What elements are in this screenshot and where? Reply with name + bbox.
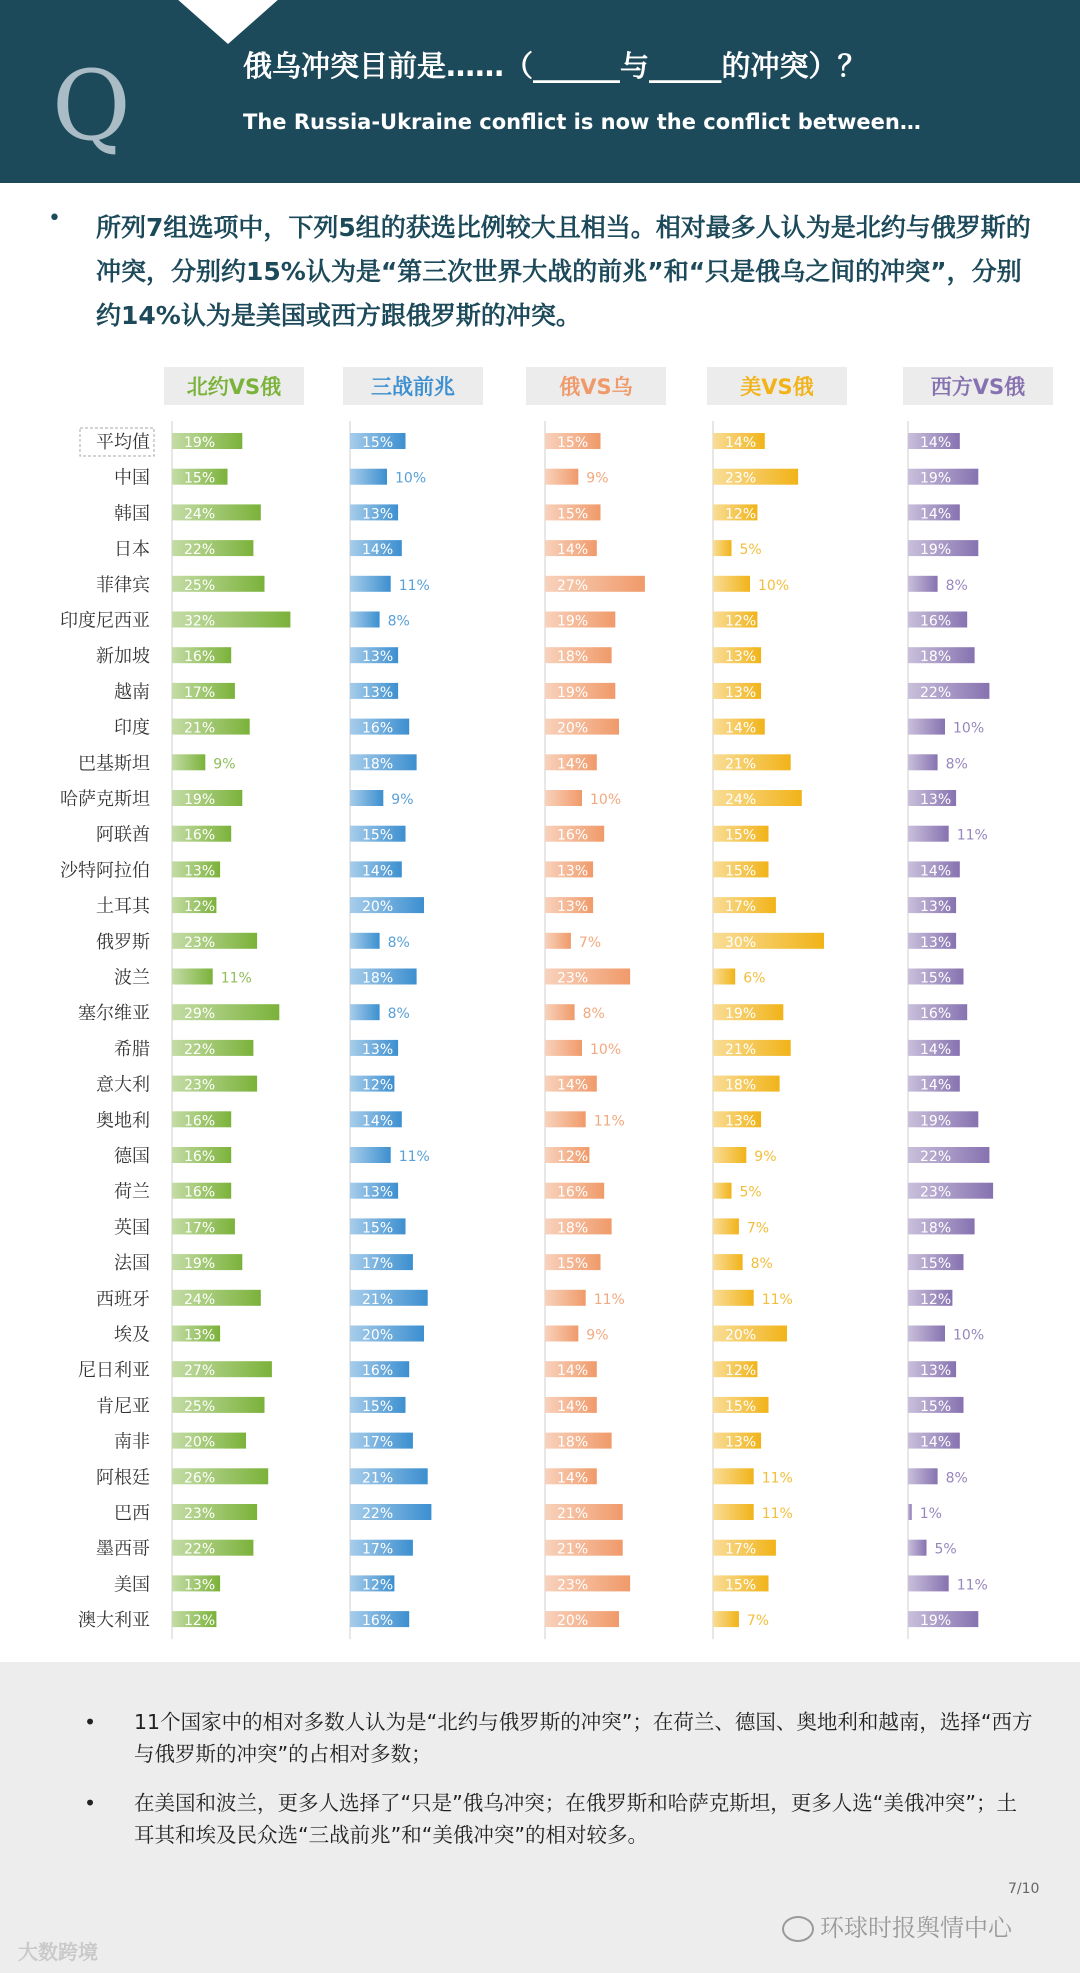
data-label: 21% [725, 1041, 757, 1058]
header-notch [176, 0, 280, 44]
data-label: 14% [557, 1470, 589, 1487]
data-label: 23% [557, 970, 589, 987]
data-label: 21% [557, 1541, 589, 1558]
question-title: 俄乌冲突目前是……（______与_____的冲突）？ [243, 49, 867, 83]
data-label: 12% [184, 1613, 216, 1630]
data-label: 19% [920, 1613, 952, 1630]
data-label: 16% [184, 1113, 216, 1130]
bar-chart [0, 355, 1080, 1655]
bar [545, 1326, 578, 1342]
data-label: 13% [920, 899, 952, 916]
data-label: 14% [725, 435, 757, 451]
data-label: 19% [920, 542, 952, 559]
data-label: 24% [184, 506, 216, 523]
data-label: 14% [557, 542, 589, 559]
data-label: 13% [725, 1434, 757, 1451]
data-label: 18% [557, 1434, 589, 1451]
bar [908, 1468, 938, 1484]
data-label: 20% [557, 720, 589, 737]
data-label: 12% [557, 1149, 589, 1165]
country-label: 希腊 [114, 1038, 150, 1060]
data-label: 16% [362, 1613, 394, 1630]
bar [713, 1468, 754, 1484]
data-label: 15% [557, 435, 589, 451]
data-label: 19% [557, 613, 589, 630]
bar [713, 1504, 754, 1520]
bar [713, 1218, 739, 1234]
data-label: 6% [743, 970, 766, 987]
bar [172, 754, 205, 770]
data-label: 9% [391, 792, 414, 808]
data-label: 19% [920, 470, 952, 487]
data-label: 24% [184, 1291, 216, 1308]
country-label: 肯尼亚 [96, 1395, 150, 1417]
country-label: 南非 [114, 1431, 150, 1453]
data-label: 17% [725, 899, 757, 916]
data-label: 19% [557, 684, 589, 701]
data-label: 15% [725, 827, 757, 844]
data-label: 21% [184, 720, 216, 737]
data-label: 22% [184, 1541, 216, 1558]
data-label: 15% [920, 970, 952, 987]
bar [908, 1540, 927, 1556]
watermark-right-text: 环球时报舆情中心 [820, 1914, 1012, 1942]
country-label: 英国 [114, 1217, 150, 1239]
note-1-text: 11个国家中的相对多数人认为是“北约与俄罗斯的冲突”；在荷兰、德国、奥地利和越南，选择“西方与俄罗斯的冲突”的占相对多数； [134, 1710, 1033, 1766]
data-label: 1% [919, 1506, 942, 1522]
data-label: 8% [945, 577, 968, 594]
data-label: 16% [362, 1363, 394, 1380]
bar [713, 969, 735, 985]
data-label: 19% [725, 1006, 757, 1023]
data-label: 12% [362, 1577, 394, 1594]
data-label: 10% [953, 1327, 985, 1344]
data-label: 21% [362, 1291, 394, 1308]
data-label: 14% [920, 435, 952, 451]
data-label: 11% [593, 1113, 625, 1130]
bar [713, 576, 750, 592]
data-label: 8% [387, 1006, 410, 1023]
data-label: 16% [184, 827, 216, 844]
country-label: 澳大利亚 [78, 1610, 150, 1632]
data-label: 15% [362, 435, 394, 451]
data-label: 20% [362, 1327, 394, 1344]
bar [713, 1254, 743, 1270]
bar [908, 1575, 949, 1591]
country-label: 意大利 [96, 1074, 150, 1096]
data-label: 22% [362, 1506, 394, 1522]
data-label: 12% [725, 506, 757, 523]
data-label: 21% [725, 756, 757, 773]
data-label: 17% [184, 684, 216, 701]
data-label: 12% [725, 613, 757, 630]
data-label: 21% [557, 1506, 589, 1522]
bar [172, 969, 213, 985]
data-label: 18% [362, 756, 394, 773]
data-label: 13% [362, 506, 394, 523]
bar [545, 1040, 582, 1056]
data-label: 16% [184, 1184, 216, 1201]
data-label: 15% [920, 1398, 952, 1415]
data-label: 12% [725, 1363, 757, 1380]
watermark-left: 大数跨境 [18, 1940, 98, 1964]
data-label: 17% [362, 1256, 394, 1273]
data-label: 21% [362, 1470, 394, 1487]
bar [908, 719, 945, 735]
data-label: 26% [184, 1470, 216, 1487]
country-label: 印度 [114, 717, 150, 739]
data-label: 17% [362, 1541, 394, 1558]
data-label: 13% [184, 1327, 216, 1344]
data-label: 30% [725, 934, 757, 951]
data-label: 8% [945, 756, 968, 773]
country-label: 法国 [114, 1253, 150, 1275]
bar [350, 933, 380, 949]
data-label: 15% [557, 506, 589, 523]
data-label: 15% [725, 1577, 757, 1594]
country-label: 奥地利 [96, 1110, 150, 1132]
data-label: 14% [557, 1398, 589, 1415]
data-label: 13% [725, 649, 757, 666]
bullet-icon: • [84, 1791, 97, 1815]
data-label: 25% [184, 577, 216, 594]
data-label: 19% [184, 435, 216, 451]
bar [908, 1504, 912, 1520]
data-label: 7% [578, 934, 602, 951]
data-label: 19% [184, 1256, 216, 1273]
data-label: 13% [920, 792, 952, 808]
data-label: 27% [557, 577, 589, 594]
data-label: 16% [362, 720, 394, 737]
data-label: 15% [362, 1398, 394, 1415]
bar [545, 790, 582, 806]
data-label: 14% [362, 1113, 394, 1130]
data-label: 13% [362, 1184, 394, 1201]
header-banner [0, 0, 1080, 183]
series-header-label: 三战前兆 [371, 375, 455, 399]
bar [350, 1147, 391, 1163]
bar [908, 754, 938, 770]
country-label: 阿联酋 [96, 824, 150, 846]
q-logo: Q [52, 50, 131, 162]
data-label: 25% [184, 1398, 216, 1415]
country-label: 德国 [114, 1146, 150, 1167]
bar [713, 1183, 732, 1199]
data-label: 10% [758, 577, 790, 594]
data-label: 18% [362, 970, 394, 987]
bar [350, 469, 387, 485]
country-label: 俄罗斯 [96, 931, 150, 953]
data-label: 7% [746, 1220, 770, 1237]
data-label: 10% [395, 470, 427, 487]
country-label: 西班牙 [96, 1288, 150, 1310]
data-label: 13% [362, 684, 394, 701]
data-label: 16% [184, 1149, 216, 1165]
data-label: 15% [557, 1256, 589, 1273]
data-label: 13% [920, 1363, 952, 1380]
bar [545, 1290, 586, 1306]
data-label: 14% [920, 1041, 952, 1058]
country-label: 土耳其 [96, 896, 150, 918]
data-label: 20% [362, 899, 394, 916]
data-label: 18% [920, 649, 952, 666]
data-label: 13% [920, 934, 952, 951]
data-label: 12% [184, 899, 216, 916]
bar [350, 790, 383, 806]
country-label: 日本 [114, 539, 150, 561]
bar [350, 576, 391, 592]
data-label: 23% [184, 1077, 216, 1094]
data-label: 20% [184, 1434, 216, 1451]
data-label: 13% [557, 899, 589, 916]
data-label: 9% [586, 470, 609, 487]
data-label: 14% [557, 1363, 589, 1380]
data-label: 13% [362, 1041, 394, 1058]
data-label: 7% [746, 1613, 770, 1630]
data-label: 13% [557, 863, 589, 880]
bar [545, 933, 571, 949]
country-label: 墨西哥 [96, 1538, 150, 1560]
country-label: 阿根廷 [96, 1467, 150, 1489]
data-label: 23% [920, 1184, 952, 1201]
series-header-label: 西方VS俄 [930, 375, 1026, 399]
page-number: 7/10 [1008, 1881, 1040, 1897]
note-2-text: 在美国和波兰，更多人选择了“只是”俄乌冲突；在俄罗斯和哈萨克斯坦，更多人选“美俄冲突”；土耳其和埃及民众选“三战前兆”和“美俄冲突”的相对较多。 [134, 1791, 1017, 1847]
data-label: 8% [387, 934, 410, 951]
data-label: 23% [557, 1577, 589, 1594]
data-label: 5% [934, 1541, 957, 1558]
country-label: 巴西 [114, 1503, 150, 1524]
data-label: 17% [362, 1434, 394, 1451]
data-label: 16% [920, 613, 952, 630]
data-label: 10% [590, 792, 622, 808]
bar [350, 1004, 380, 1020]
data-label: 9% [586, 1327, 609, 1344]
bar [713, 540, 732, 556]
data-label: 5% [739, 542, 762, 559]
watermark-right [782, 1908, 1012, 1943]
data-label: 13% [184, 863, 216, 880]
data-label: 14% [920, 506, 952, 523]
data-label: 11% [956, 1577, 988, 1594]
data-label: 8% [945, 1470, 968, 1487]
data-label: 14% [920, 1077, 952, 1094]
data-label: 13% [184, 1577, 216, 1594]
data-label: 18% [557, 1220, 589, 1237]
country-label: 菲律宾 [96, 574, 150, 596]
data-label: 15% [725, 1398, 757, 1415]
data-label: 20% [725, 1327, 757, 1344]
data-label: 22% [920, 684, 952, 701]
data-label: 18% [920, 1220, 952, 1237]
data-label: 11% [220, 970, 252, 987]
data-label: 24% [725, 792, 757, 808]
data-label: 14% [920, 863, 952, 880]
data-label: 13% [362, 649, 394, 666]
bar [908, 576, 938, 592]
country-label: 尼日利亚 [78, 1360, 150, 1382]
data-label: 11% [761, 1291, 793, 1308]
data-label: 22% [920, 1149, 952, 1165]
data-label: 15% [920, 1256, 952, 1273]
data-label: 16% [557, 1184, 589, 1201]
data-label: 15% [725, 863, 757, 880]
country-label: 平均值 [96, 432, 150, 453]
data-label: 29% [184, 1006, 216, 1023]
data-label: 13% [725, 684, 757, 701]
bar [713, 1290, 754, 1306]
data-label: 11% [761, 1506, 793, 1522]
data-label: 14% [557, 756, 589, 773]
country-label: 美国 [114, 1574, 150, 1596]
data-label: 18% [557, 649, 589, 666]
country-label: 新加坡 [96, 646, 150, 668]
country-label: 越南 [114, 681, 150, 703]
country-label: 波兰 [114, 967, 150, 989]
series-header-label: 美VS俄 [740, 375, 814, 399]
data-label: 14% [725, 720, 757, 737]
data-label: 23% [725, 470, 757, 487]
bar [545, 1111, 586, 1127]
data-label: 18% [725, 1077, 757, 1094]
data-label: 15% [184, 470, 216, 487]
country-label: 荷兰 [114, 1181, 150, 1203]
country-label: 巴基斯坦 [78, 753, 150, 775]
country-label: 印度尼西亚 [60, 610, 150, 632]
question-subtitle: The Russia-Ukraine conflict is now the conflict between… [243, 110, 921, 134]
data-label: 17% [725, 1541, 757, 1558]
data-label: 8% [750, 1256, 773, 1273]
data-label: 11% [398, 577, 430, 594]
data-label: 14% [362, 542, 394, 559]
bar [908, 826, 949, 842]
data-label: 22% [184, 1041, 216, 1058]
data-label: 27% [184, 1363, 216, 1380]
data-label: 12% [920, 1291, 952, 1308]
data-label: 19% [920, 1113, 952, 1130]
data-label: 14% [557, 1077, 589, 1094]
wechat-icon [782, 1916, 814, 1942]
bar [713, 1611, 739, 1627]
data-label: 9% [754, 1149, 777, 1165]
data-label: 16% [184, 649, 216, 666]
series-header-label: 北约VS俄 [186, 375, 282, 399]
bar [713, 1147, 746, 1163]
data-label: 16% [557, 827, 589, 844]
country-label: 韩国 [114, 503, 150, 525]
data-label: 23% [184, 934, 216, 951]
bar [350, 612, 380, 628]
data-label: 11% [593, 1291, 625, 1308]
data-label: 23% [184, 1506, 216, 1522]
data-label: 17% [184, 1220, 216, 1237]
data-label: 8% [582, 1006, 605, 1023]
data-label: 11% [398, 1149, 430, 1165]
data-label: 10% [953, 720, 985, 737]
country-label: 埃及 [114, 1324, 150, 1346]
bar [545, 469, 578, 485]
country-label: 沙特阿拉伯 [60, 860, 150, 882]
data-label: 5% [739, 1184, 762, 1201]
data-label: 15% [362, 827, 394, 844]
data-label: 19% [184, 792, 216, 808]
lead-text: 所列7组选项中，下列5组的获选比例较大且相当。相对最多人认为是北约与俄罗斯的冲突，分别约15%认为是“第三次世界大战的前兆”和“只是俄乌之间的冲突”，分别约14%认为是美国或西方跟俄罗斯的冲突。 [96, 213, 1031, 330]
data-label: 16% [920, 1006, 952, 1023]
country-label: 哈萨克斯坦 [60, 789, 150, 810]
data-label: 11% [956, 827, 988, 844]
data-label: 11% [761, 1470, 793, 1487]
data-label: 32% [184, 613, 216, 630]
data-label: 12% [362, 1077, 394, 1094]
bar [545, 1004, 575, 1020]
series-header-label: 俄VS乌 [559, 375, 633, 399]
data-label: 8% [387, 613, 410, 630]
data-label: 13% [725, 1113, 757, 1130]
bullet-icon: • [48, 206, 61, 231]
country-label: 塞尔维亚 [78, 1003, 150, 1025]
data-label: 15% [362, 1220, 394, 1237]
bar [908, 1326, 945, 1342]
data-label: 14% [362, 863, 394, 880]
data-label: 20% [557, 1613, 589, 1630]
data-label: 22% [184, 542, 216, 559]
country-label: 中国 [114, 467, 150, 489]
bullet-icon: • [84, 1710, 97, 1734]
data-label: 10% [590, 1041, 622, 1058]
data-label: 14% [920, 1434, 952, 1451]
data-label: 9% [213, 756, 236, 773]
